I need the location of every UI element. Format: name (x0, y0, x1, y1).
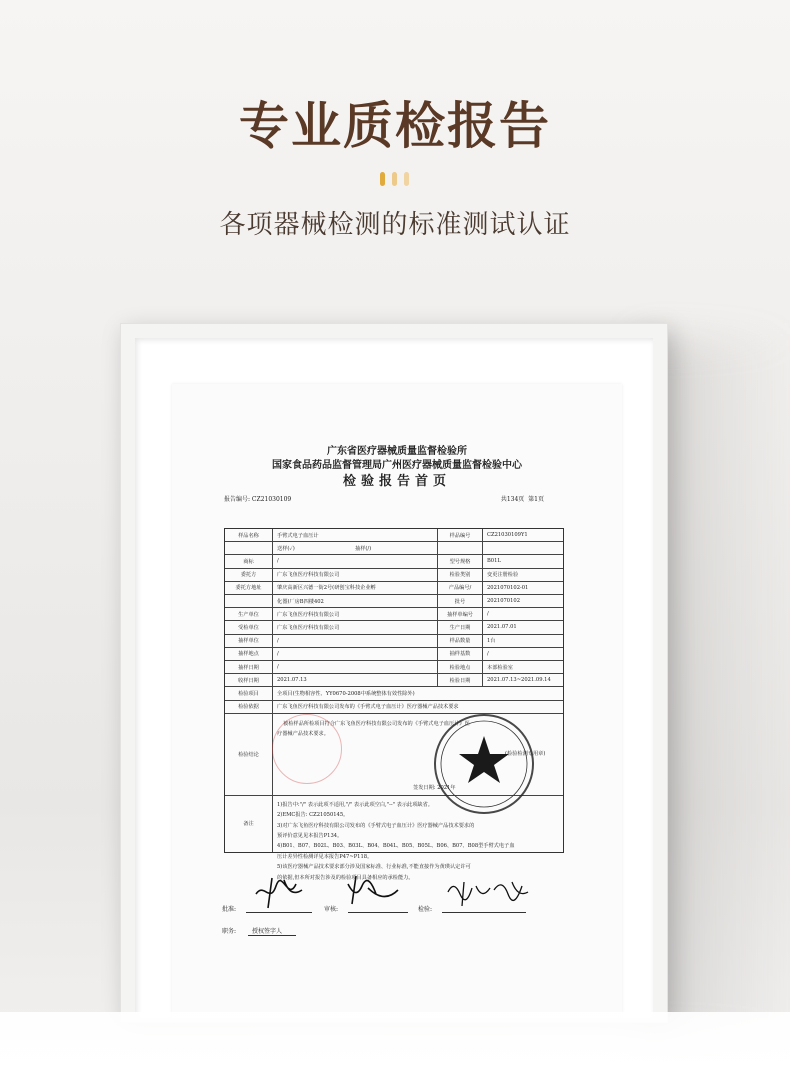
report-number: 报告编号: CZ21030109 (224, 496, 292, 503)
divider-dot (380, 172, 385, 186)
field-label: 委托方 (225, 569, 273, 581)
field-label: 检验结论 (225, 714, 273, 795)
field-value: 肇庆高新区兴德一街2号(研创宝科技企业孵 (277, 585, 376, 592)
sign-owner-value: 授权签字人 (248, 928, 296, 936)
table-row (225, 569, 563, 582)
page-info: 共134页 第1页 (500, 496, 544, 503)
field-label: 抽样基数 (437, 648, 483, 660)
handwritten-signatures (172, 864, 622, 924)
table-row (225, 582, 563, 595)
items-row (225, 687, 563, 700)
basis-row (225, 701, 563, 714)
inspection-seal-stamp (434, 714, 534, 814)
field-label: 委托方地址 (225, 582, 273, 594)
field-value: 广东飞鱼医疗科技有限公司 (277, 611, 340, 618)
conclusion-text: 疗器械产品技术要求。 (277, 730, 329, 737)
field-value: / (487, 650, 489, 657)
field-label: 生产单位 (225, 608, 273, 620)
field-value: 化器)厂房B四楼402 (277, 598, 324, 605)
issue-date: 签发日期: 2021年 (413, 784, 456, 791)
field-value: / (487, 611, 489, 618)
field-value: 2021070102-01 (487, 584, 529, 591)
page-subtitle: 各项器械检测的标准测试认证 (219, 210, 571, 240)
table-row (225, 621, 563, 634)
stamp-note: (检验检测专用章) (505, 750, 546, 757)
sign-owner-row (222, 926, 296, 935)
note-line: 3)对广东飞鱼医疗科技有限公司发布的《手臂式电子血压计》医疗器械产品技术要求的 (277, 822, 475, 829)
field-value: / (277, 664, 279, 671)
note-line: 4)B01、B07、B02L、B03、B03L、B04、B04L、B05、B05L、B06、B07、B08型手臂式电子血 (277, 843, 515, 850)
field-label: 检验日期 (437, 674, 483, 686)
field-value: 1台 (487, 638, 496, 645)
field-label: 商标 (225, 555, 273, 567)
field-label: 生产日期 (437, 621, 483, 633)
table-row (225, 635, 563, 648)
field-value: / (277, 558, 279, 565)
field-label (437, 542, 483, 554)
field-label: 样品编号 (437, 529, 483, 541)
note-line: 压计差异性检测详见本报告P47~P118。 (277, 853, 373, 860)
field-label: 备注 (225, 796, 273, 852)
table-row (225, 648, 563, 661)
sign-owner-label: 职务: (222, 928, 237, 935)
inspect-label: 检验: (418, 906, 433, 913)
field-label: 产品编号/ (437, 582, 483, 594)
document-title: 检验报告首页 (342, 474, 451, 489)
review-label: 审核: (324, 906, 339, 913)
field-label: 检验依据 (225, 701, 273, 713)
field-label: 检验项目 (225, 687, 273, 699)
field-value: 2021070102 (487, 598, 521, 605)
field-value: 本部检验室 (487, 664, 513, 671)
note-line: 1)报告中:"/" 表示此项不适用,"/" 表示此项空白,"--" 表示此项缺省。 (277, 801, 433, 808)
field-value: 广东飞鱼医疗科技有限公司发布的《手臂式电子血压计》医疗器械产品技术要求 (277, 704, 459, 711)
inspection-report-document (172, 384, 622, 1018)
field-value (487, 542, 563, 554)
field-value: / (277, 650, 279, 657)
field-value: / (277, 637, 279, 644)
field-label (225, 542, 273, 554)
field-value: CZ21030109Y1 (487, 532, 528, 539)
divider-dot (404, 172, 409, 186)
org-name-line1: 广东省医疗器械质量监督检验所 (327, 446, 467, 457)
org-name-line2: 国家食品药品监督管理局广州医疗器械质量监督检验中心 (272, 460, 522, 471)
table-row (225, 608, 563, 621)
field-value: 抽样(/) (355, 545, 372, 552)
table-row (225, 529, 563, 542)
field-label: 型号规格 (437, 555, 483, 567)
field-value: 2021.07.01 (487, 624, 517, 631)
field-label: 抽样单位 (225, 635, 273, 647)
field-label: 抽样单编号 (437, 608, 483, 620)
table-row (225, 661, 563, 674)
table-row (225, 674, 563, 687)
note-line: 预评价意见见本报告P134。 (277, 833, 343, 840)
note-line: 5)该医疗器械产品技术要求部分涉及国家标准、行业标准,不能直接作为黄瑛认定许可 (277, 864, 471, 871)
note-line: 2)EMC报告: CZ21050145。 (277, 812, 349, 819)
table-row (225, 542, 563, 555)
field-label: 收样日期 (225, 674, 273, 686)
field-value: 送样(✓) (277, 545, 295, 552)
field-label: 抽样日期 (225, 661, 273, 673)
field-value: 变更注册检验 (487, 572, 519, 579)
field-value: B01L (487, 558, 501, 565)
field-value: 手臂式电子血压计 (277, 532, 319, 539)
field-label: 检验类别 (437, 569, 483, 581)
field-value: 广东飞鱼医疗科技有限公司 (277, 624, 340, 631)
page-title: 专业质检报告 (239, 97, 551, 155)
table-row (225, 555, 563, 568)
field-label: 抽样地点 (225, 648, 273, 660)
field-label: 检验地点 (437, 661, 483, 673)
field-label: 批号 (437, 595, 483, 607)
red-seal-stamp-left (272, 714, 342, 784)
field-label: 样品名称 (225, 529, 273, 541)
seal-star-icon (436, 716, 532, 812)
bottom-fade (0, 1012, 790, 1074)
field-value: 广东飞鱼医疗科技有限公司 (277, 572, 340, 579)
note-line: 的依据,但本所对报告涉及的检验项目具备相应的承检能力。 (277, 874, 414, 881)
conclusion-text: 被检样品所检项目符合广东飞鱼医疗科技有限公司发布的《手臂式电子血压计》医 (283, 720, 470, 727)
title-divider (380, 172, 412, 186)
divider-dot (392, 172, 397, 186)
approve-label: 批准: (222, 906, 237, 913)
field-value: 2021.07.13~2021.09.14 (487, 677, 551, 684)
field-value: 2021.07.13 (277, 677, 307, 684)
field-label (225, 595, 273, 607)
field-value: 全项目(生物相容性、YY0670-2008中系统整体有效性除外) (277, 690, 415, 697)
table-row (225, 595, 563, 608)
field-label: 样品数量 (437, 635, 483, 647)
field-label: 受检单位 (225, 621, 273, 633)
